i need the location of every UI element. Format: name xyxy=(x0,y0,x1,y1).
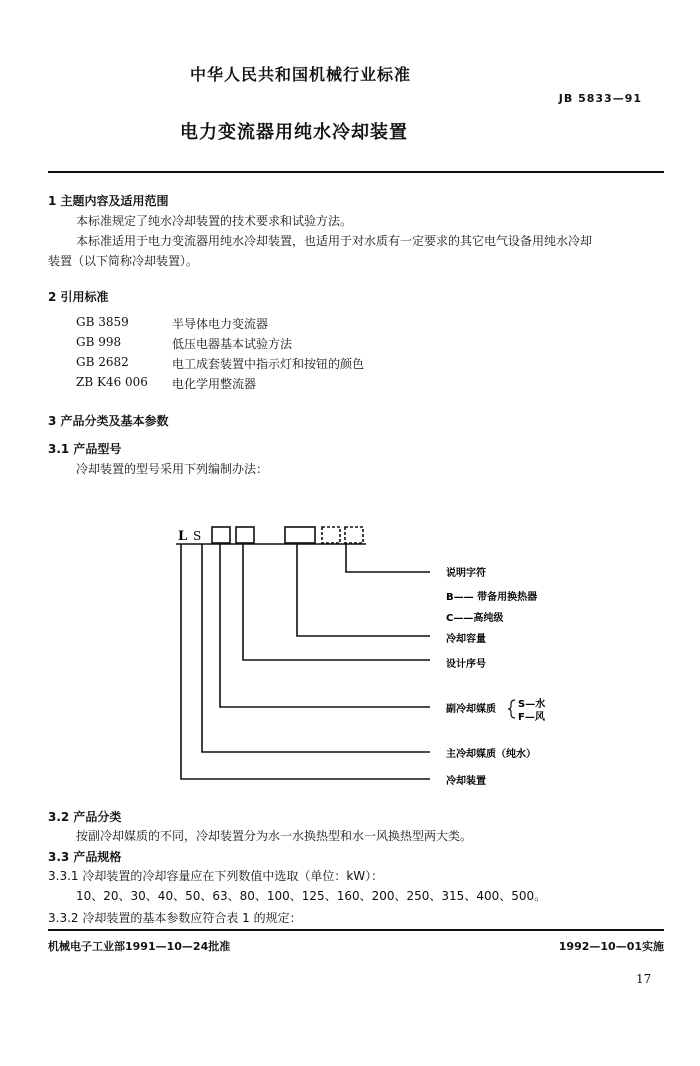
section-3-2-text: 按副冷却媒质的不同，冷却装置分为水一水换热型和水一风换热型两大类。 xyxy=(76,829,473,843)
label-sec-f: F—风 xyxy=(518,712,545,723)
section-1-heading: 1 主题内容及适用范围 xyxy=(48,194,169,208)
label-primary: 主冷却媒质（纯水） xyxy=(446,749,536,760)
code-box-4 xyxy=(322,527,340,543)
label-c-option: C——高纯级 xyxy=(446,613,504,624)
code-box-1 xyxy=(212,527,230,543)
prefix-s: S xyxy=(193,529,202,543)
section-3-3-1-text: 3.3.1 冷却装置的冷却容量应在下列数值中选取（单位：kW）： xyxy=(48,869,384,883)
standard-number: JB 5833—91 xyxy=(558,92,642,105)
issuing-organization: 中华人民共和国机械行业标准 xyxy=(190,65,412,84)
approval-date: 机械电子工业部1991—10—24批准 xyxy=(48,940,231,953)
effective-date: 1992—10—01实施 xyxy=(558,940,664,953)
reference-code: GB 3859 xyxy=(76,315,129,329)
label-explanation: 说明字符 xyxy=(446,568,486,579)
reference-code: GB 998 xyxy=(76,335,122,349)
section-2-heading: 2 引用标准 xyxy=(48,290,109,304)
label-device: 冷却装置 xyxy=(446,776,486,787)
code-box-3 xyxy=(285,527,315,543)
capacity-values: 10、20、30、40、50、63、80、100、125、160、200、250、315、400、500。 xyxy=(76,889,547,903)
section-3-1-text: 冷却装置的型号采用下列编制办法： xyxy=(76,462,269,476)
section-1-para-2-line-2: 装置（以下简称冷却装置）。 xyxy=(48,254,199,268)
brace xyxy=(508,700,515,718)
leader-secondary xyxy=(220,544,430,707)
reference-name: 半导体电力变流器 xyxy=(172,317,269,331)
footer-rule xyxy=(48,929,664,931)
label-capacity: 冷却容量 xyxy=(446,634,486,645)
section-3-heading: 3 产品分类及基本参数 xyxy=(48,414,169,428)
section-3-3-heading: 3.3 产品规格 xyxy=(48,850,122,864)
section-1-para-2-line-1: 本标准适用于电力变流器用纯水冷却装置，也适用于对水质有一定要求的其它电气设备用纯水冷却 xyxy=(76,234,593,248)
prefix-l: L xyxy=(178,529,188,544)
leader-design-no xyxy=(243,544,430,660)
leader-device xyxy=(181,544,430,779)
code-box-5 xyxy=(345,527,363,543)
reference-code: GB 2682 xyxy=(76,355,129,369)
reference-name: 电工成套装置中指示灯和按钮的颜色 xyxy=(172,357,365,371)
reference-name: 低压电器基本试验方法 xyxy=(172,337,293,351)
label-secondary: 副冷却媒质 xyxy=(446,704,496,715)
section-3-1-heading: 3.1 产品型号 xyxy=(48,442,122,456)
section-3-2-heading: 3.2 产品分类 xyxy=(48,810,122,824)
label-b-option: B—— 带备用换热器 xyxy=(446,592,538,603)
label-design-no: 设计序号 xyxy=(446,659,486,670)
code-box-2 xyxy=(236,527,254,543)
section-1-para-1: 本标准规定了纯水冷却装置的技术要求和试验方法。 xyxy=(76,214,353,228)
reference-name: 电化学用整流器 xyxy=(172,377,257,391)
leader-capacity xyxy=(297,544,430,636)
leader-primary xyxy=(202,544,430,752)
leader-explanation xyxy=(346,544,430,572)
section-3-3-2-text: 3.3.2 冷却装置的基本参数应符合表 1 的规定： xyxy=(48,911,302,925)
page-number: 17 xyxy=(636,972,652,986)
document-title: 电力变流器用纯水冷却装置 xyxy=(180,122,408,143)
reference-code: ZB K46 006 xyxy=(76,375,148,389)
label-sec-s: S—水 xyxy=(518,699,546,710)
